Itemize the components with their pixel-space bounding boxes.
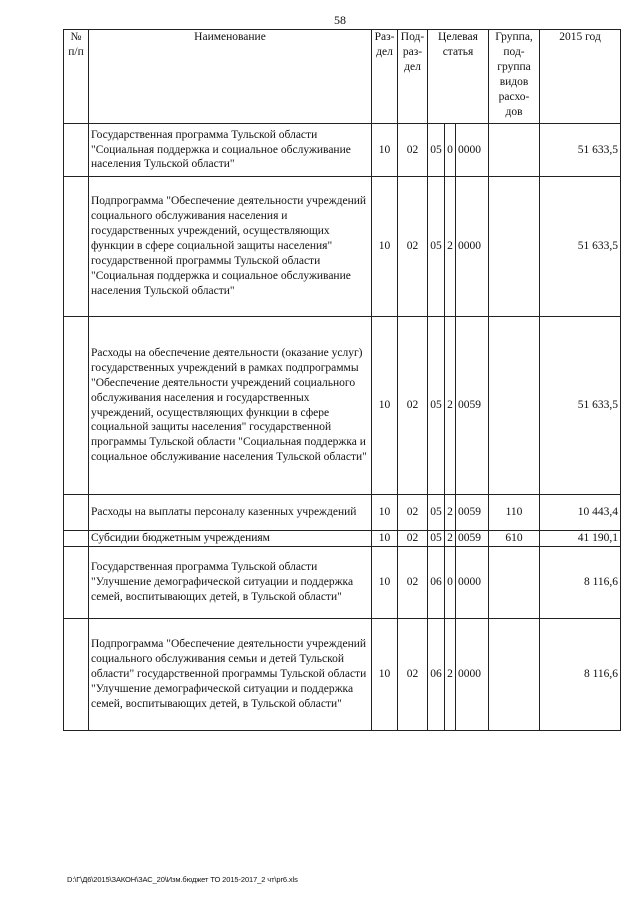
table-row [64,124,621,177]
row-cs-subprogram: 2 [445,317,456,495]
row-amount: 8 116,6 [540,546,621,618]
row-razdel: 10 [372,531,398,547]
row-name: Расходы на выплаты персоналу казенных учреждений [89,495,372,531]
row-podrazdel: 02 [398,618,428,730]
row-number-cell [64,531,89,547]
header-razdel: Раз- дел [372,30,398,124]
row-number-cell [64,495,89,531]
row-name: Государственная программа Тульской области "Улучшение демографической ситуации и поддержка семей, воспитывающих детей, в Тульской области" [89,546,372,618]
row-number-cell [64,618,89,730]
row-name: Расходы на обеспечение деятельности (оказание услуг) государственных учреждений в рамках подпрограммы "Обеспечение деятельности учреждений социального обслуживания населения и государственных учреждений, осуществляющих функции в сфере социальной защиты населения" государственной программы Тульской области "Социальная поддержка и социальное обслуживание населения Тульской области" [89,317,372,495]
row-cs-program: 05 [428,495,445,531]
table-row [64,495,621,531]
row-group [489,317,540,495]
row-cs-program: 06 [428,546,445,618]
header-name: Наименование [89,30,372,124]
row-group [489,177,540,317]
row-podrazdel: 02 [398,531,428,547]
table-row [64,618,621,730]
row-group: 610 [489,531,540,547]
row-amount: 51 633,5 [540,317,621,495]
row-number-cell [64,124,89,177]
header-podrazdel: Под- раз- дел [398,30,428,124]
row-podrazdel: 02 [398,546,428,618]
row-razdel: 10 [372,546,398,618]
table-row [64,317,621,495]
row-cs-subprogram: 0 [445,124,456,177]
table-row [64,546,621,618]
row-cs-direction: 0059 [456,531,489,547]
row-amount: 8 116,6 [540,618,621,730]
row-cs-direction: 0000 [456,124,489,177]
table-row [64,531,621,547]
row-group [489,618,540,730]
row-number-cell [64,177,89,317]
row-cs-direction: 0000 [456,177,489,317]
row-razdel: 10 [372,618,398,730]
row-amount: 41 190,1 [540,531,621,547]
row-cs-direction: 0059 [456,317,489,495]
row-cs-program: 05 [428,124,445,177]
page-number: 58 [334,13,346,27]
row-podrazdel: 02 [398,495,428,531]
row-number-cell [64,317,89,495]
row-group [489,546,540,618]
budget-table [63,29,621,731]
table-header-row [64,30,621,124]
row-cs-program: 05 [428,531,445,547]
row-number-cell [64,546,89,618]
row-razdel: 10 [372,124,398,177]
row-name: Государственная программа Тульской области "Социальная поддержка и социальное обслуживание населения Тульской области" [89,124,372,177]
file-path-footer: D:\Г\Д6\2015\ЗАКОН\ЗАС_20\Изм.бюджет ТО 2015-2017_2 чт\pr6.xls [67,875,298,884]
row-cs-program: 06 [428,618,445,730]
row-group: 110 [489,495,540,531]
table-row [64,177,621,317]
row-amount: 10 443,4 [540,495,621,531]
row-name: Подпрограмма "Обеспечение деятельности учреждений социального обслуживания семьи и детей Тульской области" государственной программы Тульской области "Улучшение демографической ситуации и поддержка семей, воспитывающих детей, в Тульской области" [89,618,372,730]
row-cs-subprogram: 2 [445,177,456,317]
row-cs-direction: 0000 [456,618,489,730]
row-cs-subprogram: 2 [445,495,456,531]
header-target: Целевая статья [428,30,489,124]
row-amount: 51 633,5 [540,177,621,317]
row-name: Подпрограмма "Обеспечение деятельности учреждений социального обслуживания населения и государственных учреждений, осуществляющих функции в сфере социальной защиты населения" государственной программы Тульской области "Социальная поддержка и социальное обслуживание населения Тульской области" [89,177,372,317]
header-group: Группа, под- группа видов расхо- дов [489,30,540,124]
row-cs-subprogram: 2 [445,531,456,547]
header-num: № п/п [64,30,89,124]
row-cs-program: 05 [428,317,445,495]
row-cs-subprogram: 0 [445,546,456,618]
row-cs-direction: 0059 [456,495,489,531]
row-razdel: 10 [372,495,398,531]
row-amount: 51 633,5 [540,124,621,177]
row-razdel: 10 [372,177,398,317]
row-name: Субсидии бюджетным учреждениям [89,531,372,547]
row-razdel: 10 [372,317,398,495]
row-cs-direction: 0000 [456,546,489,618]
row-podrazdel: 02 [398,177,428,317]
row-cs-program: 05 [428,177,445,317]
row-cs-subprogram: 2 [445,618,456,730]
header-year: 2015 год [540,30,621,124]
row-podrazdel: 02 [398,317,428,495]
row-group [489,124,540,177]
row-podrazdel: 02 [398,124,428,177]
